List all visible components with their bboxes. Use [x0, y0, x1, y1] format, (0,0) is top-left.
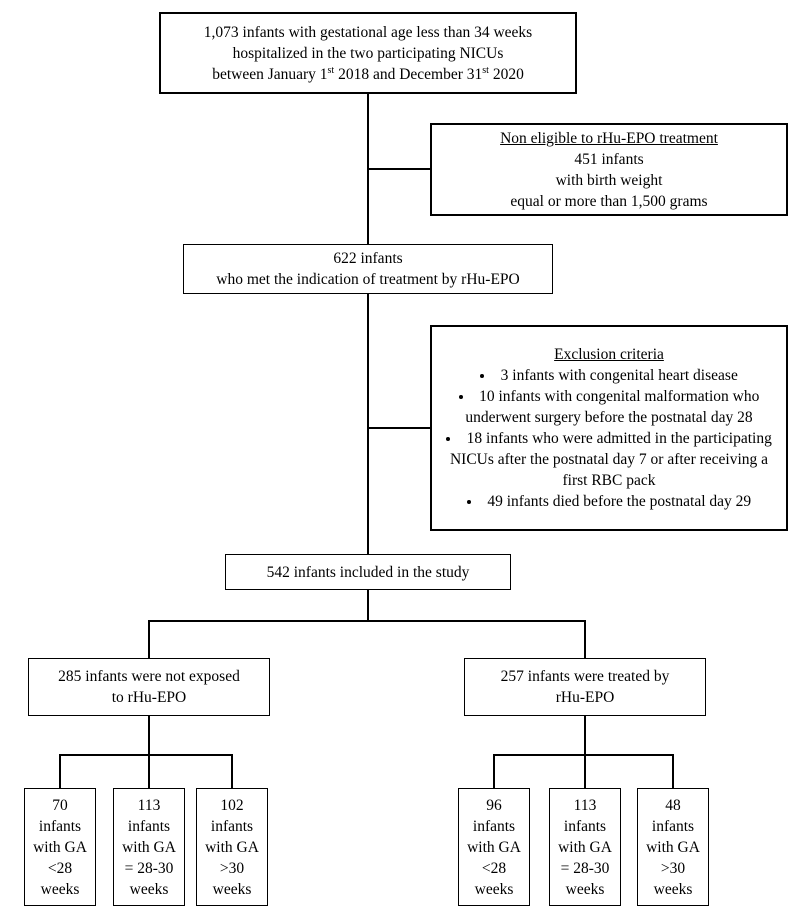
exclusion-list	[438, 365, 780, 512]
treated-subgroup-ga-28-30-box: 113 infants with GA = 28-30 weeks	[549, 788, 621, 906]
eligible-line1: 622 infants	[333, 250, 403, 267]
connector-control-sub1-v	[59, 754, 61, 788]
control-subgroup-ga-lt28-box: 70 infants with GA <28 weeks	[24, 788, 96, 906]
population-line1: 1,073 infants with gestational age less than 34 weeks	[203, 23, 533, 41]
exclusion-item: • 18 infants who were admitted in the participating NICUs after the postnatal day 7 or after receiving a first RBC pack	[442, 428, 776, 491]
connector-control-down-v	[148, 716, 150, 754]
subgroup-ga-range: >30	[660, 859, 686, 877]
connector-control-split-h	[59, 754, 233, 756]
connector-treated-sub1-v	[493, 754, 495, 788]
subgroup-count: 96	[486, 796, 502, 814]
eligible-box	[183, 244, 553, 294]
connector-control-sub3-v	[231, 754, 233, 788]
population-box	[159, 12, 577, 94]
control-subgroup-ga-gt30-box: 102 infants with GA >30 weeks	[196, 788, 268, 906]
exclusion-box	[430, 325, 788, 531]
connector-branch-split-h	[148, 620, 586, 622]
subgroup-ga-range: = 28-30	[560, 859, 610, 877]
control-arm-box	[28, 658, 270, 716]
treated-subgroup-ga-gt30-box: 48 infants with GA >30 weeks	[637, 788, 709, 906]
connector-main-v3	[367, 590, 369, 622]
treated-arm-line2: rHu-EPO	[555, 689, 615, 706]
subgroup-count: 113	[573, 796, 597, 814]
exclusion-item: • 10 infants with congenital malformation who underwent surgery before the postnatal day 28	[442, 386, 776, 428]
control-subgroup-ga-28-30-box: 113 infants with GA = 28-30 weeks	[113, 788, 185, 906]
connector-treated-down-v	[584, 716, 586, 754]
population-line2: hospitalized in the two participating NICUs	[232, 44, 504, 62]
non-eligible-line1: 451 infants	[574, 150, 644, 168]
exclusion-item: • 49 infants died before the postnatal day 29	[442, 491, 776, 512]
eligible-line2: who met the indication of treatment by rHu-EPO	[216, 271, 520, 288]
treated-arm-box	[464, 658, 706, 716]
subgroup-count: 48	[665, 796, 681, 814]
population-line3: between January 1st 2018 and December 31st 2020	[212, 64, 524, 83]
connector-treated-stem-v	[584, 620, 586, 658]
subgroup-count: 102	[220, 796, 244, 814]
non-eligible-box	[430, 123, 788, 216]
subgroup-count: 70	[52, 796, 68, 814]
subgroup-ga-range: >30	[219, 859, 245, 877]
connector-treated-sub2-v	[584, 754, 586, 788]
included-box	[225, 554, 511, 590]
non-eligible-line2: with birth weight	[555, 171, 663, 189]
connector-control-sub2-v	[148, 754, 150, 788]
included-text: 542 infants included in the study	[266, 563, 470, 581]
connector-main-v2	[367, 294, 369, 554]
subgroup-ga-range: <28	[481, 859, 507, 877]
control-arm-line2: to rHu-EPO	[111, 689, 187, 706]
subgroup-count: 113	[137, 796, 161, 814]
non-eligible-title: Non eligible to rHu-EPO treatment	[500, 129, 718, 147]
non-eligible-line3: equal or more than 1,500 grams	[510, 192, 708, 210]
subgroup-ga-range: = 28-30	[124, 859, 174, 877]
treated-subgroup-ga-lt28-box: 96 infants with GA <28 weeks	[458, 788, 530, 906]
connector-exclusion-h	[368, 427, 430, 429]
exclusion-item: • 3 infants with congenital heart disease	[442, 365, 776, 386]
exclusion-title: Exclusion criteria	[554, 346, 664, 363]
connector-noneligible-h	[368, 168, 430, 170]
treated-arm-line1: 257 infants were treated by	[500, 668, 670, 685]
subgroup-ga-range: <28	[47, 859, 73, 877]
connector-control-stem-v	[148, 620, 150, 658]
connector-treated-sub3-v	[672, 754, 674, 788]
control-arm-line1: 285 infants were not exposed	[58, 668, 240, 685]
